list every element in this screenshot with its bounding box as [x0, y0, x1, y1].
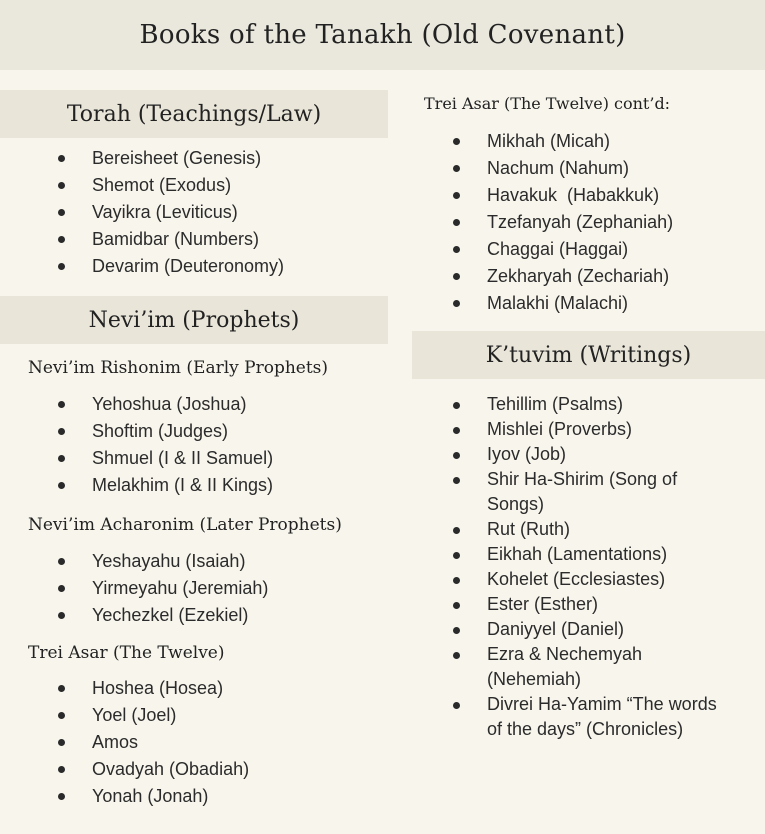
- list-item: Ovadyah (Obadiah): [58, 756, 388, 783]
- list-item: Iyov (Job): [453, 442, 715, 467]
- page-title: Books of the Tanakh (Old Covenant): [139, 20, 626, 50]
- list-item: Shoftim (Judges): [58, 418, 388, 445]
- list-item: Zekharyah (Zechariah): [453, 263, 753, 290]
- bullet-icon: [453, 702, 460, 709]
- bullet-icon: [453, 452, 460, 459]
- acharonim-heading: Nevi’im Acharonim (Later Prophets): [28, 515, 342, 535]
- bullet-icon: [453, 477, 460, 484]
- ktuvim-heading: [412, 331, 765, 379]
- bullet-icon: [453, 300, 460, 307]
- list-item: Daniyyel (Daniel): [453, 617, 715, 642]
- bullet-icon: [58, 739, 65, 746]
- list-item: Divrei Ha-Yamim “The words of the days” (Chronicles): [453, 692, 715, 742]
- torah-heading: [0, 90, 388, 138]
- torah-list: [58, 145, 388, 280]
- list-item: Chaggai (Haggai): [453, 236, 753, 263]
- list-item: Vayikra (Leviticus): [58, 199, 388, 226]
- bullet-icon: [58, 612, 65, 619]
- bullet-icon: [58, 182, 65, 189]
- list-item: Tzefanyah (Zephaniah): [453, 209, 753, 236]
- bullet-icon: [58, 685, 65, 692]
- list-item: Shemot (Exodus): [58, 172, 388, 199]
- bullet-icon: [58, 712, 65, 719]
- bullet-icon: [453, 652, 460, 659]
- list-item: Yoel (Joel): [58, 702, 388, 729]
- bullet-icon: [453, 427, 460, 434]
- list-item: Devarim (Deuteronomy): [58, 253, 388, 280]
- bullet-icon: [58, 766, 65, 773]
- list-item: Ester (Esther): [453, 592, 715, 617]
- bullet-icon: [453, 273, 460, 280]
- list-item: Melakhim (I & II Kings): [58, 472, 388, 499]
- list-item: Shmuel (I & II Samuel): [58, 445, 388, 472]
- ktuvim-list: [453, 392, 715, 742]
- list-item: Nachum (Nahum): [453, 155, 753, 182]
- list-item: Kohelet (Ecclesiastes): [453, 567, 715, 592]
- bullet-icon: [453, 192, 460, 199]
- torah-heading-text: Torah (Teachings/Law): [66, 101, 322, 127]
- list-item: Shir Ha-Shirim (Song of Songs): [453, 467, 715, 517]
- bullet-icon: [453, 138, 460, 145]
- rishonim-heading: Nevi’im Rishonim (Early Prophets): [28, 358, 329, 378]
- list-item: Yechezkel (Ezekiel): [58, 602, 388, 629]
- trei-asar-heading: Trei Asar (The Twelve): [28, 643, 225, 663]
- trei-asar-cont-heading: Trei Asar (The Twelve) cont’d:: [424, 94, 671, 113]
- bullet-icon: [453, 602, 460, 609]
- bullet-icon: [453, 246, 460, 253]
- list-item: Bamidbar (Numbers): [58, 226, 388, 253]
- title-band: [0, 0, 765, 70]
- bullet-icon: [58, 236, 65, 243]
- list-item: Hoshea (Hosea): [58, 675, 388, 702]
- list-item: Mishlei (Proverbs): [453, 417, 715, 442]
- bullet-icon: [58, 263, 65, 270]
- list-item: Yirmeyahu (Jeremiah): [58, 575, 388, 602]
- bullet-icon: [58, 482, 65, 489]
- bullet-icon: [58, 793, 65, 800]
- list-item: Tehillim (Psalms): [453, 392, 715, 417]
- list-item: Rut (Ruth): [453, 517, 715, 542]
- bullet-icon: [58, 401, 65, 408]
- bullet-icon: [58, 558, 65, 565]
- list-item: Amos: [58, 729, 388, 756]
- bullet-icon: [453, 402, 460, 409]
- list-item: Ezra & Nechemyah (Nehemiah): [453, 642, 715, 692]
- neviim-heading-text: Nevi’im (Prophets): [88, 307, 300, 333]
- list-item: Yonah (Jonah): [58, 783, 388, 810]
- bullet-icon: [58, 428, 65, 435]
- trei-asar-cont-list: [453, 128, 753, 317]
- list-item: Eikhah (Lamentations): [453, 542, 715, 567]
- bullet-icon: [58, 155, 65, 162]
- list-item: Malakhi (Malachi): [453, 290, 753, 317]
- bullet-icon: [453, 627, 460, 634]
- list-item: Havakuk (Habakkuk): [453, 182, 753, 209]
- list-item: Yehoshua (Joshua): [58, 391, 388, 418]
- list-item: Bereisheet (Genesis): [58, 145, 388, 172]
- bullet-icon: [453, 577, 460, 584]
- bullet-icon: [453, 552, 460, 559]
- rishonim-list: [58, 391, 388, 499]
- bullet-icon: [58, 585, 65, 592]
- list-item: Mikhah (Micah): [453, 128, 753, 155]
- bullet-icon: [58, 209, 65, 216]
- bullet-icon: [453, 219, 460, 226]
- bullet-icon: [453, 527, 460, 534]
- acharonim-list: [58, 548, 388, 629]
- trei-asar-list: [58, 675, 388, 810]
- bullet-icon: [453, 165, 460, 172]
- bullet-icon: [58, 455, 65, 462]
- list-item: Yeshayahu (Isaiah): [58, 548, 388, 575]
- neviim-heading: [0, 296, 388, 344]
- ktuvim-heading-text: K’tuvim (Writings): [485, 342, 692, 368]
